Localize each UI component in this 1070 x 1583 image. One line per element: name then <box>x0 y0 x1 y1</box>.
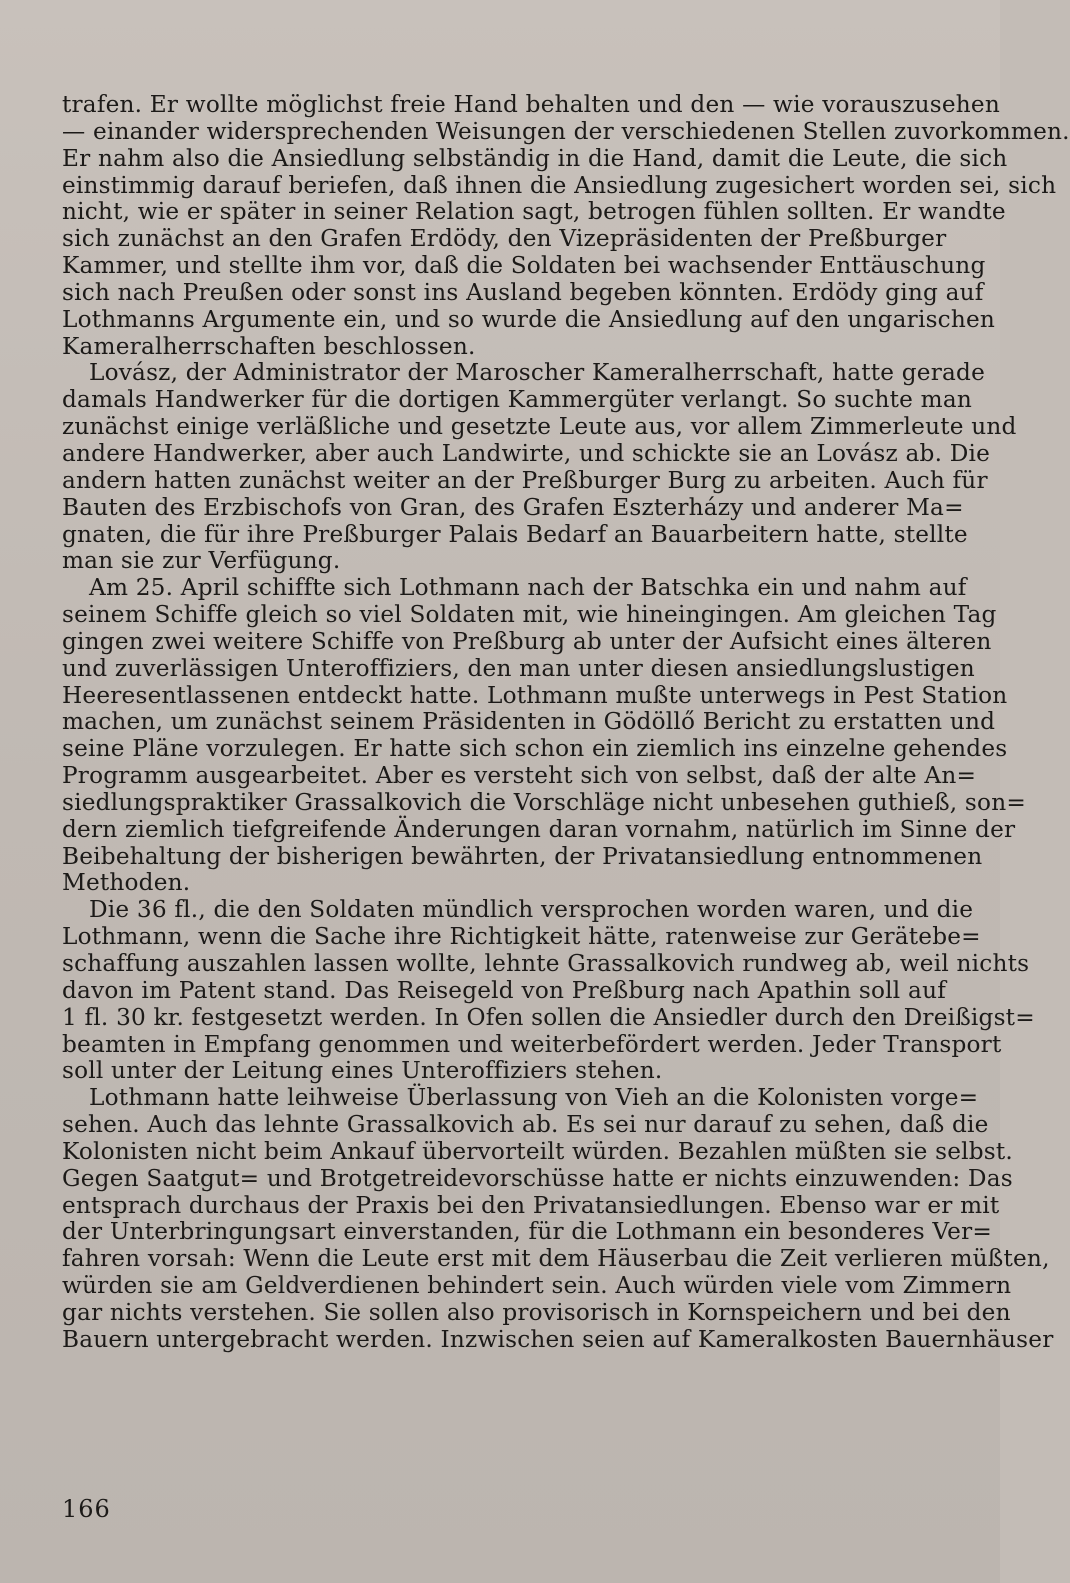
text-line: siedlungspraktiker Grassalkovich die Vorschläge nicht unbesehen guthieß, son= <box>62 788 1026 816</box>
text-line: seinem Schiffe gleich so viel Soldaten mit, wie hineingingen. Am gleichen Tag <box>62 601 997 629</box>
text-line: Die 36 fl., die den Soldaten mündlich versprochen worden waren, und die <box>89 896 974 924</box>
text-line: schaffung auszahlen lassen wollte, lehnte Grassalkovich rundweg ab, weil nichts <box>62 950 1030 977</box>
text-line: gar nichts verstehen. Sie sollen also provisorisch in Kornspeichern und bei den <box>62 1298 1011 1326</box>
paragraph <box>62 1084 1054 1353</box>
text-line: und zuverlässigen Unteroffiziers, den man unter diesen ansiedlungslustigen <box>62 654 975 682</box>
text-line: Lovász, der Administrator der Maroscher Kameralherrschaft, hatte gerade <box>89 359 986 387</box>
text-line: andern hatten zunächst weiter an der Preßburger Burg zu arbeiten. Auch für <box>62 466 988 494</box>
text-line: würden sie am Geldverdienen behindert sein. Auch würden viele vom Zimmern <box>62 1272 1012 1300</box>
text-line: nicht, wie er später in seiner Relation sagt, betrogen fühlen sollten. Er wandte <box>62 198 1006 226</box>
text-line: davon im Patent stand. Das Reisegeld von Preßburg nach Apathin soll auf <box>62 976 946 1004</box>
text-line: Kameralherrschaften beschlossen. <box>62 332 476 360</box>
text-line: Programm ausgearbeitet. Aber es versteht sich von selbst, daß der alte An= <box>62 762 977 790</box>
text-line: Bauten des Erzbischofs von Gran, des Grafen Eszterházy und anderer Ma= <box>62 493 964 521</box>
text-line: entsprach durchaus der Praxis bei den Privatansiedlungen. Ebenso war er mit <box>62 1191 1000 1219</box>
text-line: beamten in Empfang genommen und weiterbefördert werden. Jeder Transport <box>62 1030 1002 1058</box>
paragraph <box>62 896 1035 1085</box>
text-line: Heeresentlassenen entdeckt hatte. Lothmann mußte unterwegs in Pest Station <box>62 681 1008 709</box>
text-line: Kammer, und stellte ihm vor, daß die Soldaten bei wachsender Enttäuschung <box>62 252 986 280</box>
text-line: sich zunächst an den Grafen Erdödy, den Vizepräsidenten der Preßburger <box>62 225 947 253</box>
text-line: der Unterbringungsart einverstanden, für die Lothmann ein besonderes Ver= <box>62 1218 993 1246</box>
text-line: trafen. Er wollte möglichst freie Hand behalten und den — wie vorauszusehen <box>62 91 1000 118</box>
text-line: Beibehaltung der bisherigen bewährten, der Privatansiedlung entnommenen <box>62 842 983 870</box>
text-line: gnaten, die für ihre Preßburger Palais Bedarf an Bauarbeitern hatte, stellte <box>62 520 968 548</box>
text-line: man sie zur Verfügung. <box>62 547 341 575</box>
text-line: gingen zwei weitere Schiffe von Preßburg ab unter der Aufsicht eines älteren <box>62 627 992 655</box>
text-line: fahren vorsah: Wenn die Leute erst mit dem Häuserbau die Zeit verlieren müßten, <box>62 1245 1050 1273</box>
text-line: Kolonisten nicht beim Ankauf übervorteilt würden. Bezahlen müßten sie selbst. <box>62 1137 1013 1165</box>
text-line: Lothmann hatte leihweise Überlassung von Vieh an die Kolonisten vorge= <box>89 1084 979 1112</box>
text-line: soll unter der Leitung eines Unteroffiziers stehen. <box>62 1057 663 1085</box>
text-line: — einander widersprechenden Weisungen der verschiedenen Stellen zuvorkommen. <box>62 117 1070 145</box>
text-line: machen, um zunächst seinem Präsidenten in Gödöllő Bericht zu erstatten und <box>62 708 996 736</box>
text-line: Gegen Saatgut= und Brotgetreidevorschüsse hatte er nichts einzuwenden: Das <box>62 1164 1013 1192</box>
page-number: 166 <box>62 1495 111 1523</box>
text-line: damals Handwerker für die dortigen Kammergüter verlangt. So suchte man <box>62 386 972 414</box>
text-line: seine Pläne vorzulegen. Er hatte sich schon ein ziemlich ins einzelne gehendes <box>62 735 1008 763</box>
paragraph <box>62 574 1026 897</box>
body-text <box>62 91 1070 1354</box>
text-line: dern ziemlich tiefgreifende Änderungen daran vornahm, natürlich im Sinne der <box>62 815 1016 843</box>
text-line: zunächst einige verläßliche und gesetzte Leute aus, vor allem Zimmerleute und <box>62 413 1017 441</box>
text-line: 1 fl. 30 kr. festgesetzt werden. In Ofen sollen die Ansiedler durch den Dreißigst= <box>62 1003 1035 1031</box>
text-line: sich nach Preußen oder sonst ins Ausland begeben könnten. Erdödy ging auf <box>62 278 984 306</box>
text-line: Bauern untergebracht werden. Inzwischen seien auf Kameralkosten Bauernhäuser <box>62 1325 1054 1353</box>
text-line: Er nahm also die Ansiedlung selbständig in die Hand, damit die Leute, die sich <box>62 144 1008 172</box>
text-line: Am 25. April schiffte sich Lothmann nach der Batschka ein und nahm auf <box>89 574 967 602</box>
paragraph <box>62 359 1017 575</box>
text-line: Lothmann, wenn die Sache ihre Richtigkeit hätte, ratenweise zur Gerätebe= <box>62 923 981 951</box>
text-line: Methoden. <box>62 869 191 897</box>
paragraph <box>62 91 1070 360</box>
text-line: einstimmig darauf beriefen, daß ihnen die Ansiedlung zugesichert worden sei, sich <box>62 171 1057 199</box>
text-line: andere Handwerker, aber auch Landwirte, und schickte sie an Lovász ab. Die <box>62 439 991 467</box>
text-line: Lothmanns Argumente ein, und so wurde die Ansiedlung auf den ungarischen <box>62 305 996 333</box>
text-line: sehen. Auch das lehnte Grassalkovich ab. Es sei nur darauf zu sehen, daß die <box>62 1111 989 1139</box>
